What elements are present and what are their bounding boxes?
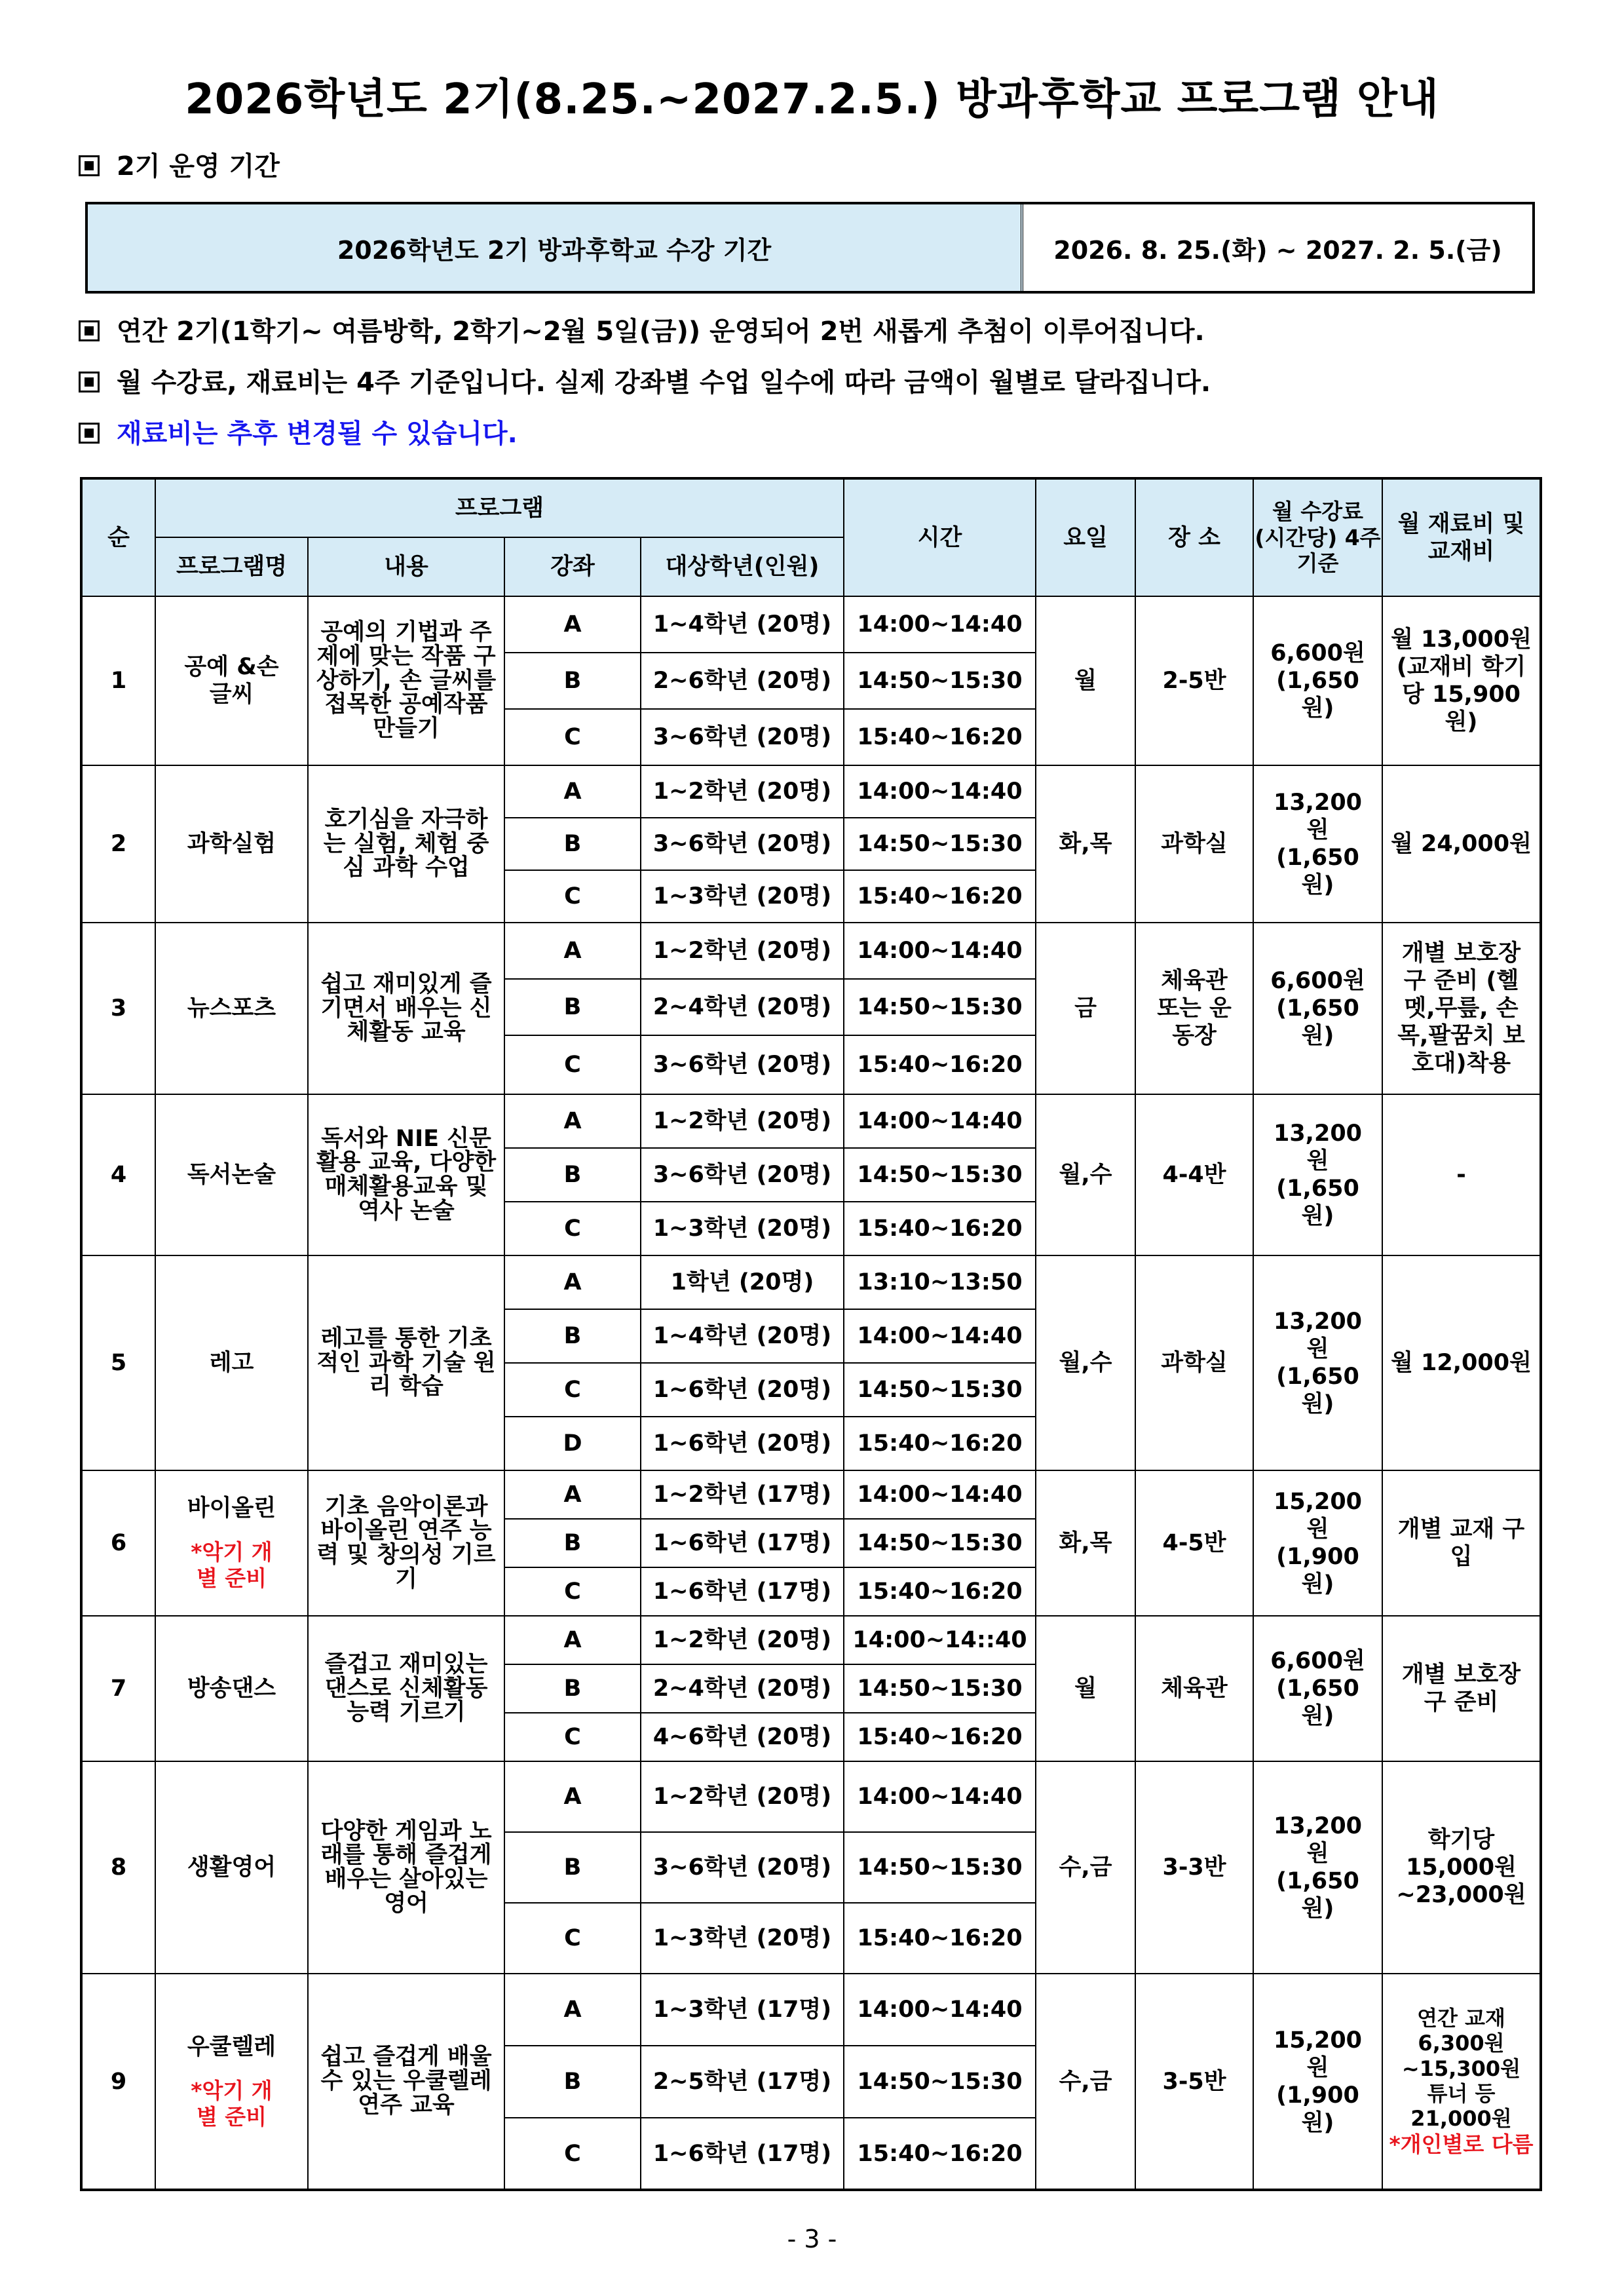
class-time: 14:50~15:30 [844,2046,1036,2118]
class-target: 1~6학년 (17명) [641,1567,844,1616]
program-name-cell [155,1255,308,1470]
class-target: 1~3학년 (20명) [641,870,844,923]
class-time: 13:10~13:50 [844,1255,1036,1309]
class-target: 1~6학년 (20명) [641,1417,844,1470]
program-note: *악기 개별 준비 [191,1539,273,1591]
class-target: 1~4학년 (20명) [641,1309,844,1363]
class-target: 1~3학년 (20명) [641,1903,844,1974]
program-no: 3 [81,923,155,1094]
program-place: 과학실 [1135,1255,1253,1470]
program-day: 화,목 [1036,1470,1135,1616]
class-time: 15:40~16:20 [844,1202,1036,1255]
class-label: B [504,1309,641,1363]
program-name: 과학실험 [187,831,276,857]
class-label: C [504,709,641,765]
class-target: 1~4학년 (20명) [641,596,844,653]
class-target: 1~2학년 (20명) [641,923,844,979]
program-no: 6 [81,1470,155,1616]
program-name-cell [155,1094,308,1255]
program-material-cell [1382,1616,1541,1761]
page-number: - 3 - [787,2225,837,2253]
header-class: 강좌 [504,537,641,596]
program-no: 8 [81,1761,155,1974]
class-label: B [504,818,641,870]
program-name-cell [155,1974,308,2190]
class-time: 15:40~16:20 [844,1035,1036,1094]
program-place: 4-4반 [1135,1094,1253,1255]
class-target: 1학년 (20명) [641,1255,844,1309]
program-content: 호기심을 자극하는 실험, 체험 중심 과학 수업 [308,765,504,923]
program-material: 월 13,000원 (교재비 학기당 15,900원) [1391,626,1532,735]
program-name-cell [155,765,308,923]
program-fee: 13,200원 (1,650원) [1253,1255,1382,1470]
class-target: 1~6학년 (17명) [641,2118,844,2190]
class-label: A [504,1255,641,1309]
class-label: A [504,1761,641,1832]
header-place: 장 소 [1135,478,1253,596]
note-text: 월 수강료, 재료비는 4주 기준입니다. 실제 강좌별 수업 일수에 따라 금액이 월별로 달라집니다. [117,368,1211,398]
program-material-cell [1382,1974,1541,2190]
bullet-icon [79,423,100,444]
program-no: 4 [81,1094,155,1255]
program-name: 바이올린 [187,1495,276,1522]
header-target: 대상학년(인원) [641,537,844,596]
class-time: 14:50~15:30 [844,979,1036,1035]
class-target: 1~2학년 (20명) [641,765,844,818]
class-time: 15:40~16:20 [844,1417,1036,1470]
class-time: 14:00~14:40 [844,1309,1036,1363]
program-material-cell [1382,765,1541,923]
program-material: 학기당 15,000원 ~23,000원 [1396,1827,1526,1908]
program-name-cell [155,1761,308,1974]
program-no: 5 [81,1255,155,1470]
program-note: *악기 개별 준비 [191,2077,273,2130]
class-label: B [504,1148,641,1202]
program-fee: 15,200원 (1,900원) [1253,1470,1382,1616]
header-fee: 월 수강료 (시간당) 4주 기준 [1253,478,1382,596]
table-row [81,765,1541,818]
class-label: C [504,1202,641,1255]
program-material: 월 24,000원 [1391,831,1532,857]
section-heading [79,145,280,183]
program-no: 7 [81,1616,155,1761]
program-day: 화,목 [1036,765,1135,923]
program-content: 쉽고 즐겁게 배울 수 있는 우쿨렐레 연주 교육 [308,1974,504,2190]
program-day: 금 [1036,923,1135,1094]
program-name-cell [155,923,308,1094]
program-place: 3-5반 [1135,1974,1253,2190]
program-material: 연간 교재 6,300원~15,300원 튜너 등 21,000원 [1401,2005,1521,2132]
program-place: 2-5반 [1135,596,1253,765]
class-label: D [504,1417,641,1470]
class-time: 14:50~15:30 [844,653,1036,709]
program-content: 즐겁고 재미있는 댄스로 신체활동 능력 기르기 [308,1616,504,1761]
class-time: 14:00~14:40 [844,1761,1036,1832]
program-content: 독서와 NIE 신문활용 교육, 다양한 매체활용교육 및 역사 논술 [308,1094,504,1255]
program-name: 뉴스포츠 [187,995,276,1022]
class-target: 4~6학년 (20명) [641,1713,844,1761]
program-name: 공예 &손글씨 [184,654,279,708]
class-target: 3~6학년 (20명) [641,1035,844,1094]
class-target: 3~6학년 (20명) [641,709,844,765]
header-day: 요일 [1036,478,1135,596]
program-material: 월 12,000원 [1391,1350,1532,1376]
program-material-cell [1382,596,1541,765]
program-name-cell [155,596,308,765]
program-table-body [81,596,1541,2190]
class-time: 14:00~14:40 [844,923,1036,979]
program-fee: 13,200원 (1,650원) [1253,1761,1382,1974]
program-content: 쉽고 재미있게 즐기면서 배우는 신체활동 교육 [308,923,504,1094]
class-time: 15:40~16:20 [844,2118,1036,2190]
program-content: 레고를 통한 기초적인 과학 기술 원리 학습 [308,1255,504,1470]
class-target: 1~2학년 (20명) [641,1616,844,1664]
class-time: 14:50~15:30 [844,1832,1036,1903]
class-label: B [504,2046,641,2118]
class-time: 14:00~14:40 [844,596,1036,653]
class-label: C [504,1903,641,1974]
class-target: 2~5학년 (17명) [641,2046,844,2118]
class-label: A [504,1974,641,2046]
class-label: B [504,1664,641,1713]
program-day: 월,수 [1036,1255,1135,1470]
program-day: 수,금 [1036,1761,1135,1974]
header-material: 월 재료비 및 교재비 [1382,478,1541,596]
note-text: 재료비는 추후 변경될 수 있습니다. [117,419,518,449]
class-label: A [504,1470,641,1519]
class-label: C [504,2118,641,2190]
class-label: A [504,596,641,653]
class-label: C [504,1713,641,1761]
class-time: 14:00~14:40 [844,1974,1036,2046]
program-fee: 13,200원 (1,650원) [1253,765,1382,923]
program-material: 개별 보호장구 준비 [1401,1662,1521,1715]
table-row [81,1974,1541,2046]
program-material: 개별 보호장구 준비 (헬멧,무릎, 손목,팔꿈치 보호대)착용 [1397,940,1525,1077]
class-label: C [504,1035,641,1094]
class-target: 1~2학년 (20명) [641,1761,844,1832]
program-material-cell [1382,1470,1541,1616]
bullet-icon [79,155,100,176]
note-2 [79,362,1211,399]
note-1 [79,311,1205,348]
program-name: 독서논술 [187,1162,276,1188]
program-material-cell [1382,923,1541,1094]
program-fee: 6,600원 (1,650원) [1253,923,1382,1094]
program-no: 2 [81,765,155,923]
table-row [81,1094,1541,1148]
class-target: 1~2학년 (20명) [641,1094,844,1148]
program-name: 레고 [209,1350,254,1376]
page-title: 2026학년도 2기(8.25.~2027.2.5.) 방과후학교 프로그램 안내 [185,75,1439,124]
table-row [81,1761,1541,1832]
program-fee: 6,600원 (1,650원) [1253,596,1382,765]
class-target: 3~6학년 (20명) [641,818,844,870]
class-time: 14:50~15:30 [844,1363,1036,1417]
class-target: 1~6학년 (20명) [641,1363,844,1417]
program-day: 월 [1036,1616,1135,1761]
class-target: 1~3학년 (17명) [641,1974,844,2046]
table-row [81,1616,1541,1664]
class-target: 3~6학년 (20명) [641,1148,844,1202]
program-table [80,477,1542,2191]
operation-period-box [85,202,1535,294]
program-no: 9 [81,1974,155,2190]
program-place: 체육관 [1135,1616,1253,1761]
program-fee: 6,600원 (1,650원) [1253,1616,1382,1761]
note-text: 연간 2기(1학기~ 여름방학, 2학기~2월 5일(금)) 운영되어 2번 새롭게 추첨이 이루어집니다. [117,316,1205,347]
class-label: A [504,765,641,818]
program-no: 1 [81,596,155,765]
class-label: A [504,923,641,979]
program-name: 방송댄스 [187,1675,276,1702]
class-time: 14:00~14:40 [844,1094,1036,1148]
class-target: 3~6학년 (20명) [641,1832,844,1903]
class-target: 2~4학년 (20명) [641,979,844,1035]
class-label: A [504,1094,641,1148]
class-time: 15:40~16:20 [844,870,1036,923]
class-label: C [504,1567,641,1616]
section-heading-text: 2기 운영 기간 [117,151,280,182]
bullet-icon [79,372,100,392]
material-note: *개인별로 다름 [1389,2131,1534,2157]
class-label: C [504,870,641,923]
program-name-cell [155,1470,308,1616]
period-label: 2026학년도 2기 방과후학교 수강 기간 [88,204,1023,291]
program-place: 4-5반 [1135,1470,1253,1616]
program-content: 공예의 기법과 주제에 맞는 작품 구상하기, 손 글씨를 접목한 공예작품 만들기 [308,596,504,765]
class-time: 15:40~16:20 [844,709,1036,765]
class-time: 14:00~14:40 [844,1470,1036,1519]
note-3 [79,413,518,450]
class-time: 15:40~16:20 [844,1903,1036,1974]
class-time: 14:00~14:40 [844,765,1036,818]
bullet-icon [79,320,100,341]
program-material: - [1456,1162,1466,1188]
program-name: 우쿨렐레 [187,2033,276,2060]
program-day: 월,수 [1036,1094,1135,1255]
header-content: 내용 [308,537,504,596]
table-row [81,1470,1541,1519]
class-target: 2~6학년 (20명) [641,653,844,709]
class-label: B [504,979,641,1035]
program-place: 체육관 또는 운동장 [1135,923,1253,1094]
program-day: 수,금 [1036,1974,1135,2190]
program-name: 생활영어 [187,1854,276,1881]
program-place: 과학실 [1135,765,1253,923]
program-fee: 15,200원 (1,900원) [1253,1974,1382,2190]
table-row [81,596,1541,653]
class-time: 14:50~15:30 [844,1148,1036,1202]
program-content: 기초 음악이론과 바이올린 연주 능력 및 창의성 기르기 [308,1470,504,1616]
program-place: 3-3반 [1135,1761,1253,1974]
program-day: 월 [1036,596,1135,765]
header-name: 프로그램명 [155,537,308,596]
program-fee: 13,200원 (1,650원) [1253,1094,1382,1255]
program-material-cell [1382,1761,1541,1974]
class-target: 1~3학년 (20명) [641,1202,844,1255]
class-time: 15:40~16:20 [844,1713,1036,1761]
program-material-cell [1382,1094,1541,1255]
table-row [81,923,1541,979]
program-material-cell [1382,1255,1541,1470]
class-time: 14:50~15:30 [844,818,1036,870]
class-label: B [504,653,641,709]
class-label: A [504,1616,641,1664]
table-row [81,1255,1541,1309]
class-label: B [504,1832,641,1903]
program-material: 개별 교재 구입 [1397,1516,1525,1570]
class-time: 15:40~16:20 [844,1567,1036,1616]
header-no: 순 [81,478,155,596]
class-time: 14:50~15:30 [844,1664,1036,1713]
class-label: C [504,1363,641,1417]
class-target: 2~4학년 (20명) [641,1664,844,1713]
class-time: 14:50~15:30 [844,1519,1036,1567]
class-time: 14:00~14::40 [844,1616,1036,1664]
header-time: 시간 [844,478,1036,596]
class-target: 1~2학년 (17명) [641,1470,844,1519]
program-name-cell [155,1616,308,1761]
period-value: 2026. 8. 25.(화) ~ 2027. 2. 5.(금) [1053,235,1502,265]
class-label: B [504,1519,641,1567]
header-program: 프로그램 [155,478,844,537]
class-target: 1~6학년 (17명) [641,1519,844,1567]
program-content: 다양한 게임과 노래를 통해 즐겁게 배우는 살아있는 영어 [308,1761,504,1974]
